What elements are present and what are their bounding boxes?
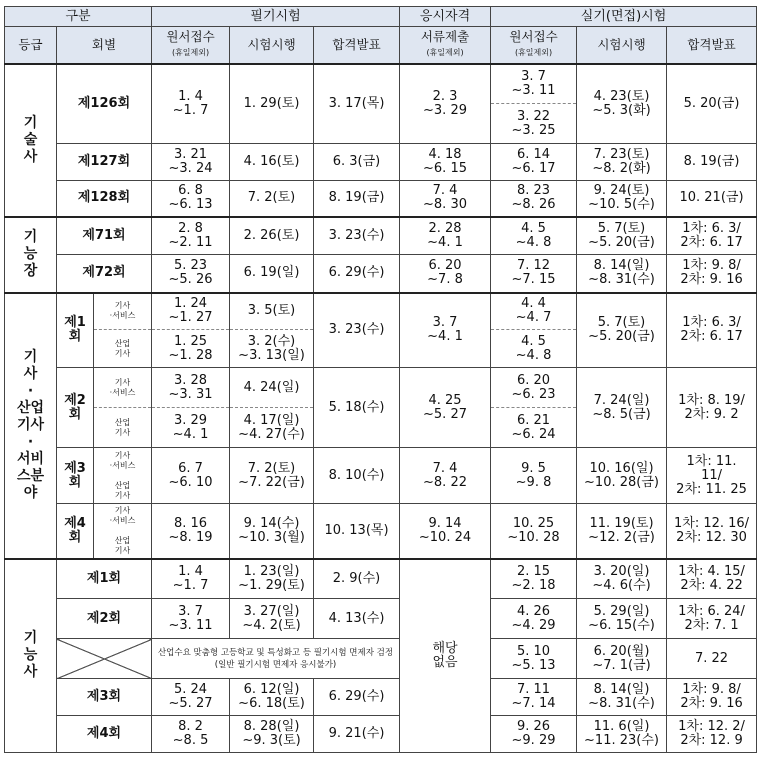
- group-gineungjang: 기 능 장: [5, 217, 57, 293]
- table-row: 제2회 3. 7 ~3. 11 3. 27(일) ~4. 2(토) 4. 13(수) 4. 26 ~4. 29 5. 29(일) ~6. 15(수) 1차: 6. 24/ 2차: 7. 1: [5, 599, 757, 639]
- round-cell: 제1 회: [57, 293, 94, 368]
- header-p-exam: 시험시행: [577, 27, 667, 64]
- round-cell: 제1회: [57, 559, 152, 599]
- table-row: 기 사 · 산업 기사 · 서비 스분 야 제1 회 기사 ·서비스 1. 24 ~1. 27 3. 5(토) 3. 23(수) 3. 7 ~4. 1 4. 4 ~4. 7 5. 7(토) ~5. 20(금) 1차: 6. 3/ 2차: 6. 17: [5, 293, 757, 330]
- group-gisa: 기 사 · 산업 기사 · 서비 스분 야: [5, 293, 57, 559]
- round-cell: 제128회: [57, 181, 152, 217]
- round-cell: 제4 회: [57, 504, 94, 559]
- round-cell: 제72회: [57, 255, 152, 293]
- table-row: 기 능 장 제71회 2. 8 ~2. 11 2. 26(토) 3. 23(수) 2. 28 ~4. 1 4. 5 ~4. 8 5. 7(토) ~5. 20(금) 1차: 6. 3/ 2차: 6. 17: [5, 217, 757, 255]
- table-row: 제4회 8. 2 ~8. 5 8. 28(일) ~9. 3(토) 9. 21(수) 9. 26 ~9. 29 11. 6(일) ~11. 23(수) 1차: 12. 2/ 2차: 12. 9: [5, 716, 757, 753]
- header-docs: 서류제출 (휴일제외): [400, 27, 491, 64]
- header-practical: 실기(면접)시험: [491, 7, 757, 27]
- crossed-out-cell: [57, 639, 152, 679]
- group-gineungsa: 기 능 사: [5, 559, 57, 753]
- header-p-apply: 원서접수 (휴일제외): [491, 27, 577, 64]
- table-row: 제2 회 기사 ·서비스 3. 28 ~3. 31 4. 24(일) 5. 18(수) 4. 25 ~5. 27 6. 20 ~6. 23 7. 24(일) ~8. 5(금) 1차: 8. 19/ 2차: 9. 2: [5, 368, 757, 408]
- header-w-result: 합격발표: [314, 27, 400, 64]
- round-cell: 제127회: [57, 144, 152, 181]
- exam-schedule-table: [4, 6, 757, 753]
- round-cell: 제126회: [57, 64, 152, 144]
- header-grade: 등급: [5, 27, 57, 64]
- header-p-result: 합격발표: [667, 27, 757, 64]
- round-cell: 제71회: [57, 217, 152, 255]
- round-cell: 제2 회: [57, 368, 94, 448]
- header-w-apply: 원서접수 (휴일제외): [152, 27, 230, 64]
- table-row: 제3회 5. 24 ~5. 27 6. 12(일) ~6. 18(토) 6. 29(수) 7. 11 ~7. 14 8. 14(일) ~8. 31(수) 1차: 9. 8/ 2차: 9. 16: [5, 679, 757, 716]
- table-row: 산업수요 맞춤형 고등학교 및 특성화고 등 필기시험 면제자 검정(일반 필기시험 면제자 응시불가) 5. 10 ~5. 13 6. 20(월) ~7. 1(금) 7. 22: [5, 639, 757, 679]
- table-row: 제3 회 기사 ·서비스 산업 기사 6. 7 ~6. 10 7. 2(토) ~7. 22(금) 8. 10(수) 7. 4 ~8. 22 9. 5 ~9. 8 10. 16(일) ~10. 28(금) 1차: 11. 11/ 2차: 11. 25: [5, 448, 757, 504]
- docs-not-applicable: 해당 없음: [400, 559, 491, 753]
- table-row: 산업 기사 3. 29 ~4. 1 4. 17(일) ~4. 27(수) 6. 21 ~6. 24: [5, 408, 757, 448]
- table-row: 기 능 사 제1회 1. 4 ~1. 7 1. 23(일) ~1. 29(토) 2. 9(수) 해당 없음 2. 15 ~2. 18 3. 20(일) ~4. 6(수) 1차: 4. 15/ 2차: 4. 22: [5, 559, 757, 599]
- exemption-note: 산업수요 맞춤형 고등학교 및 특성화고 등 필기시험 면제자 검정(일반 필기시험 면제자 응시불가): [152, 639, 400, 679]
- header-written: 필기시험: [152, 7, 400, 27]
- table-row: 제4 회 기사 ·서비스 산업 기사 8. 16 ~8. 19 9. 14(수) ~10. 3(월) 10. 13(목) 9. 14 ~10. 24 10. 25 ~10. 28 11. 19(토) ~12. 2(금) 1차: 12. 16/ 2차: 12. 30: [5, 504, 757, 559]
- round-cell: 제3회: [57, 679, 152, 716]
- round-cell: 제4회: [57, 716, 152, 753]
- table-row: 제72회 5. 23 ~5. 26 6. 19(일) 6. 29(수) 6. 20 ~7. 8 7. 12 ~7. 15 8. 14(일) ~8. 31(수) 1차: 9. 8/ 2차: 9. 16: [5, 255, 757, 293]
- table-row: 제128회 6. 8 ~6. 13 7. 2(토) 8. 19(금) 7. 4 ~8. 30 8. 23 ~8. 26 9. 24(토) ~10. 5(수) 10. 21(금): [5, 181, 757, 217]
- round-cell: 제3 회: [57, 448, 94, 504]
- header-gubun: 구분: [5, 7, 152, 27]
- table-row: 기 술 사 제126회 1. 4 ~1. 7 1. 29(토) 3. 17(목) 2. 3 ~3. 29 3. 7 ~3. 11 4. 23(토) ~5. 3(화) 5. 20(금): [5, 64, 757, 104]
- header-round: 회별: [57, 27, 152, 64]
- table-row: 제127회 3. 21 ~3. 24 4. 16(토) 6. 3(금) 4. 18 ~6. 15 6. 14 ~6. 17 7. 23(토) ~8. 2(화) 8. 19(금): [5, 144, 757, 181]
- header-qual: 응시자격: [400, 7, 491, 27]
- group-gisulsa: 기 술 사: [5, 64, 57, 217]
- table-row: 3. 22 ~3. 25: [5, 104, 757, 144]
- table-row: 산업 기사 1. 25 ~1. 28 3. 2(수) ~3. 13(일) 4. 5 ~4. 8: [5, 330, 757, 368]
- round-cell: 제2회: [57, 599, 152, 639]
- header-w-exam: 시험시행: [230, 27, 314, 64]
